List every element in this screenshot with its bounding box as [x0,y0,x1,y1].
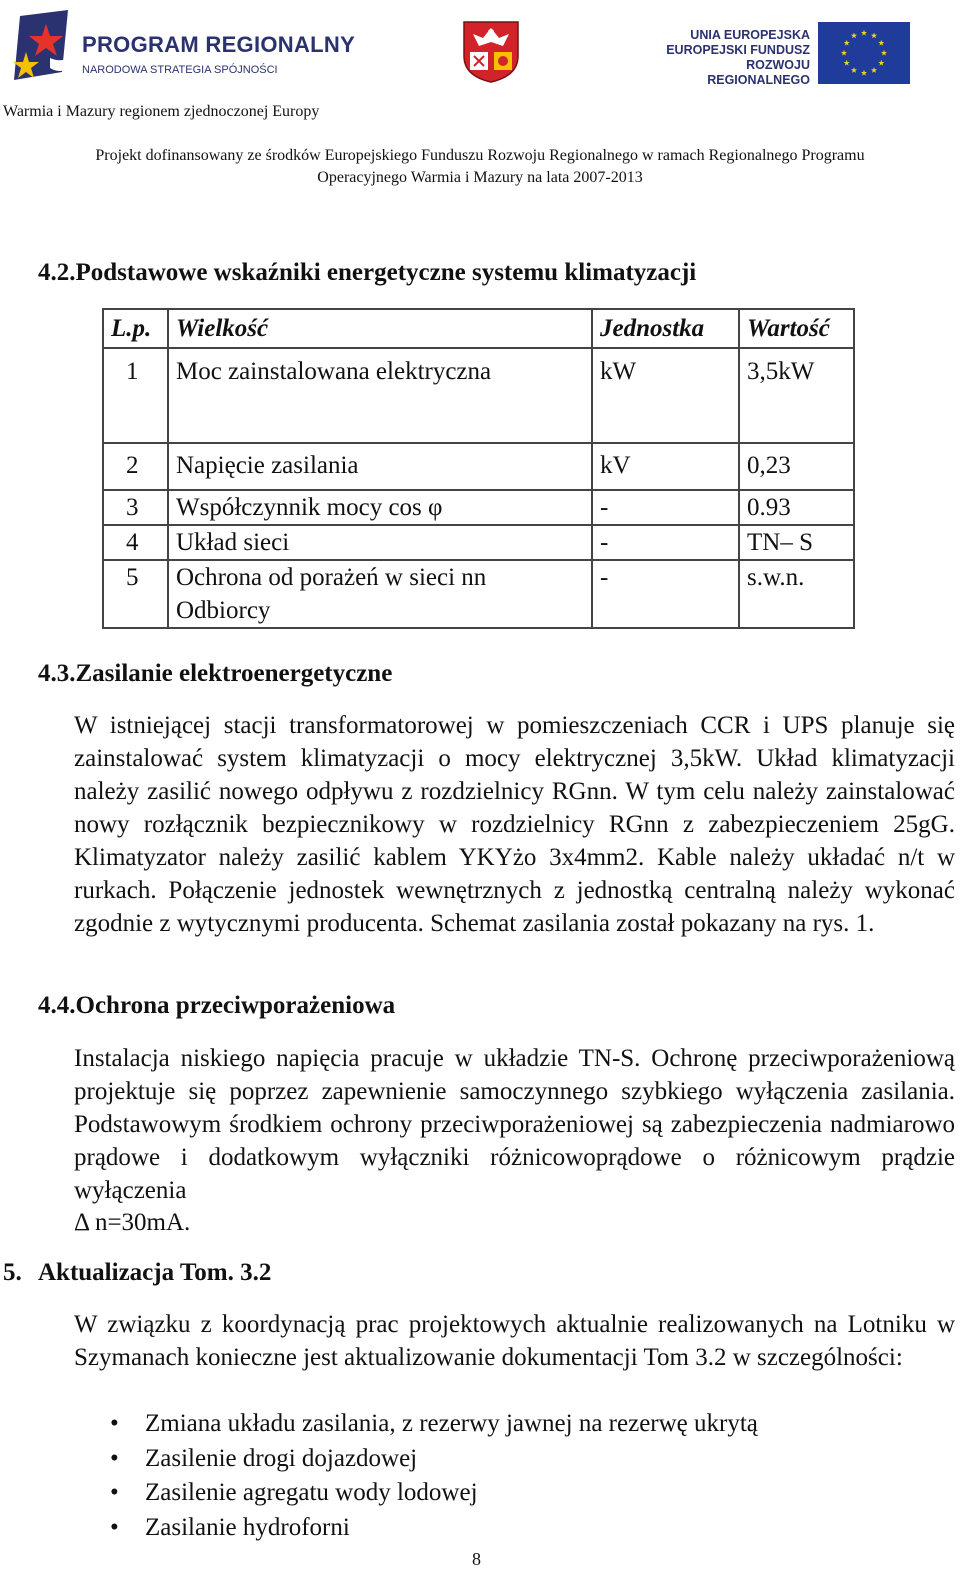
tagline: Warmia i Mazury regionem zjednoczonej Europy [3,103,320,120]
update-bullet-list [110,1407,758,1545]
table-row [103,525,854,560]
project-funding-line-1: Projekt dofinansowany ze środków Europejskiego Funduszu Rozwoju Regionalnego w ramach Regionalnego Programu [95,147,865,164]
coat-of-arms-icon [462,20,520,84]
power-supply-paragraph: W istniejącej stacji transformatorowej w pomieszczeniach CCR i UPS planuje się zainstalować system klimatyzacji o mocy elektrycznej 3,5kW. Układ klimatyzacji należy zasilić nowego odpływu z rozdzielnicy RGnn. W tym celu należy zainstalować nowy rozłącznik bezpiecznikowy w rozdzielnicy RGnn z zabezpieczeniem 25gG. Klimatyzator należy zasilić kablem YKYżo 3x4mm2. Kable należy układać n/t w rurkach. Połączenie jednostek wewnętrznych z jednostką centralną należy wykonać zgodnie z wytycznymi producenta. Schemat zasilania został pokazany na rys. 1. [74,712,955,937]
bullet-icon: • [110,1479,119,1506]
table-row [103,348,854,443]
cell-unit: - [592,560,739,628]
section-number: 4.3. [38,660,76,687]
list-item-text: Zasilenie agregatu wody lodowej [145,1479,478,1506]
header-quantity: Wielkość [168,309,592,348]
list-item-text: Zmiana układu zasilania, z rezerwy jawnej na rezerwę ukrytą [145,1410,758,1437]
list-item-text: Zasilenie drogi dojazdowej [145,1444,418,1472]
section-4-2-heading [38,259,696,287]
section-number: 4.4. [38,992,76,1019]
cell-quantity: Moc zainstalowana elektryczna [168,348,592,443]
section-4-4-heading [38,992,395,1020]
cell-value: s.w.n. [739,560,854,628]
section-title: Aktualizacja Tom. 3.2 [38,1259,272,1286]
cell-value: 3,5kW [739,348,854,443]
cell-value: TN– S [739,525,854,560]
table-header-row [103,309,854,348]
cell-unit: kW [592,348,739,443]
table-row [103,490,854,525]
header-value: Wartość [739,309,854,348]
cell-unit: - [592,525,739,560]
table-row [103,443,854,490]
cell-value: 0,23 [739,443,854,490]
bullet-icon: • [110,1513,119,1541]
eu-line-3: ROZWOJU REGIONALNEGO [707,58,810,87]
eu-flag-icon [818,22,910,84]
table-row [103,560,854,628]
cell-value: 0.93 [739,490,854,525]
eu-fund-label [650,28,810,88]
cell-lp: 5 [103,560,168,628]
cell-quantity: Układ sieci [168,525,592,560]
bullet-icon: • [110,1444,119,1472]
program-star-icon [10,8,80,88]
eu-line-2: EUROPEJSKI FUNDUSZ [666,43,810,57]
program-subtitle: NARODOWA STRATEGIA SPÓJNOŚCI [82,64,278,76]
section-number: 4.2. [38,259,76,286]
update-paragraph: W związku z koordynacją prac projektowych aktualnie realizowanych na Lotniku w Szymanach konieczne jest aktualizowanie dokumentacji Tom 3.2 w szczególności: [74,1311,955,1371]
list-item [110,1476,758,1511]
protection-current-line: Δ n=30mA. [74,1209,191,1236]
cell-quantity: Współczynnik mocy cos φ [168,490,592,525]
list-item [110,1407,758,1442]
list-item [110,1442,758,1477]
section-number: 5. [3,1259,22,1286]
section-title: Zasilanie elektroenergetyczne [75,660,393,687]
cell-quantity [168,560,592,628]
cell-quantity-line-2: Odbiorcy [176,597,271,624]
cell-quantity-line-1: Ochrona od porażeń w sieci nn [176,564,487,591]
cell-lp: 2 [103,443,168,490]
project-funding-line-2: Operacyjnego Warmia i Mazury na lata 2007-2013 [317,169,643,186]
protection-paragraph: Instalacja niskiego napięcia pracuje w układzie TN-S. Ochronę przeciwporażeniową projektuje się poprzez zapewnienie samoczynnego szybkiego wyłączenia zasilania. Podstawowym środkiem ochrony przeciwporażeniowej są zabezpieczenia nadmiarowo prądowe i dodatkowym wyłączniki różnicowoprądowe o różnicowym prądzie wyłączenia [74,1045,955,1204]
bullet-icon: • [110,1410,119,1437]
cell-unit: - [592,490,739,525]
cell-unit: kV [592,443,739,490]
cell-lp: 1 [103,348,168,443]
program-regionalny-logo [10,8,356,88]
section-5-heading [3,1259,271,1287]
section-4-3-heading [38,660,392,688]
header-unit: Jednostka [592,309,739,348]
header-lp: L.p. [103,309,168,348]
page-number: 8 [472,1549,481,1569]
energy-indicators-table [102,308,855,629]
list-item [110,1511,758,1546]
section-title: Ochrona przeciwporażeniowa [75,992,396,1019]
cell-quantity: Napięcie zasilania [168,443,592,490]
eu-line-1: UNIA EUROPEJSKA [690,28,810,42]
cell-lp: 4 [103,525,168,560]
section-title: Podstawowe wskaźniki energetyczne systemu klimatyzacji [75,259,697,286]
cell-lp: 3 [103,490,168,525]
list-item-text: Zasilanie hydroforni [145,1513,350,1541]
program-title: PROGRAM REGIONALNY [82,32,356,57]
